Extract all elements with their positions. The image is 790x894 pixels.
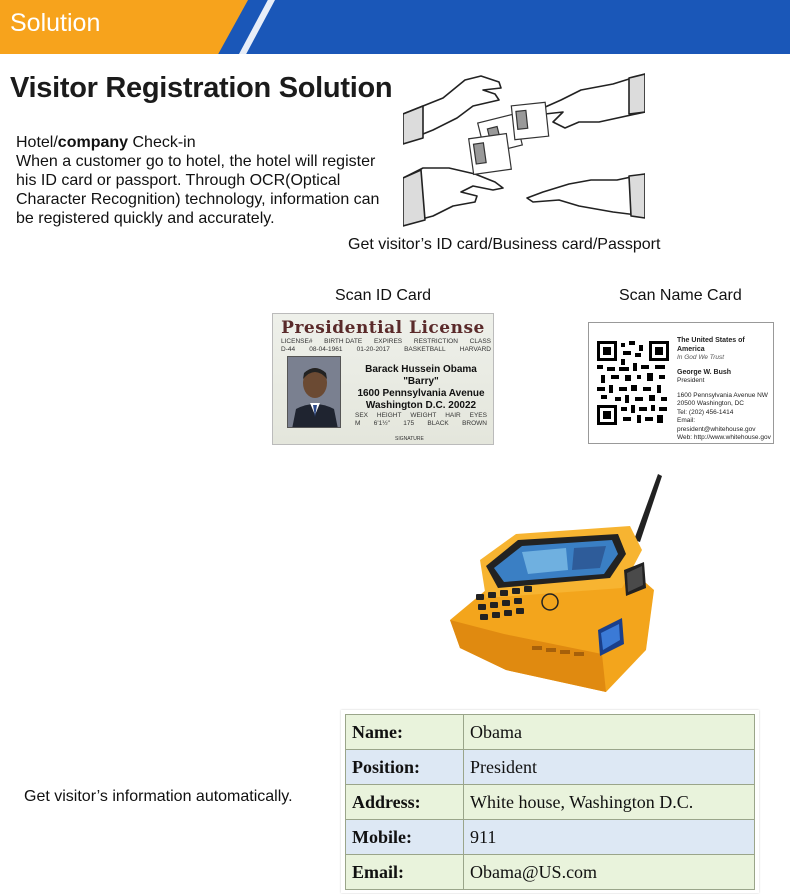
business-card-image [588, 322, 774, 444]
caption-scan-name: Scan Name Card [619, 287, 742, 304]
id-field-label: HAIR [445, 412, 461, 419]
desc-heading-part3: Check-in [128, 134, 196, 151]
hands-exchanging-cards-illustration [403, 56, 645, 234]
banner-stripe [239, 0, 275, 54]
id-card-image [272, 313, 494, 445]
card-org: The United States of America [677, 337, 745, 353]
card-addr1: 1600 Pennsylvania Avenue NW [677, 391, 768, 399]
id-card-values-row2 [355, 420, 487, 427]
table-key: Mobile: [346, 820, 464, 855]
caption-get-card: Get visitor’s ID card/Business card/Passport [348, 236, 661, 253]
id-field-label: LICENSE# [281, 338, 313, 345]
id-card-address1: 1600 Pennsylvania Avenue [357, 388, 485, 399]
id-field-label: SEX [355, 412, 369, 419]
business-card-text [677, 337, 773, 443]
table-key: Email: [346, 855, 464, 890]
id-field-value: BASKETBALL [404, 346, 446, 353]
card-email: Email: president@whitehouse.gov [677, 417, 756, 433]
id-field-value: 175 [403, 420, 415, 427]
table-row [346, 750, 755, 785]
id-card-fields-row2 [355, 412, 487, 419]
caption-auto-info: Get visitor’s information automatically. [24, 788, 293, 805]
table-key: Address: [346, 785, 464, 820]
card-role: President [677, 377, 705, 384]
id-field-label: RESTRICTION [413, 338, 458, 345]
id-field-label: CLASS [469, 338, 491, 345]
visitor-info-table [345, 714, 755, 890]
id-card-values-row1 [281, 346, 491, 353]
table-value: Obama [464, 715, 755, 750]
id-field-value: HARVARD [459, 346, 491, 353]
pos-terminal-device-image [446, 470, 666, 692]
solution-banner [0, 0, 790, 54]
table-row [346, 855, 755, 890]
id-field-label: HEIGHT [376, 412, 402, 419]
table-row [346, 715, 755, 750]
card-motto: In God We Trust [677, 354, 725, 361]
id-card-photo [287, 356, 341, 428]
id-card-signature-label: SIGNATURE [395, 436, 424, 442]
table-value: Obama@US.com [464, 855, 755, 890]
id-field-label: EXPIRES [373, 338, 403, 345]
id-field-value: D-44 [281, 346, 296, 353]
id-card-name-block [353, 364, 489, 412]
id-card-nickname: "Barry" [403, 376, 439, 387]
page-title: Visitor Registration Solution [10, 72, 393, 104]
description-block [16, 133, 396, 228]
table-key: Name: [346, 715, 464, 750]
desc-heading-part2: company [57, 134, 129, 151]
card-person: George W. Bush [677, 368, 732, 376]
id-field-label: EYES [469, 412, 487, 419]
id-field-value: M [355, 420, 361, 427]
id-field-value: BLACK [427, 420, 449, 427]
id-field-value: BROWN [462, 420, 487, 427]
qr-code-icon [597, 341, 669, 425]
table-row [346, 820, 755, 855]
id-field-value: 01-20-2017 [356, 346, 390, 353]
desc-body: When a customer go to hotel, the hotel will register his ID card or passport. Through OCR(Optical Character Recognition) technology, information can be registered quickly and accurately. [16, 153, 380, 227]
card-web: Web: http://www.whitehouse.gov [677, 434, 771, 441]
table-value: White house, Washington D.C. [464, 785, 755, 820]
table-row [346, 785, 755, 820]
desc-heading-part1: Hotel/ [16, 134, 58, 151]
id-card-header: Presidential License [281, 318, 485, 338]
id-field-label: WEIGHT [410, 412, 437, 419]
table-key: Position: [346, 750, 464, 785]
caption-scan-id: Scan ID Card [335, 287, 432, 304]
table-value: 911 [464, 820, 755, 855]
card-addr2: 20500 Washington, DC [677, 400, 744, 407]
id-field-value: 6'1½" [373, 420, 390, 427]
id-field-label: BIRTH DATE [324, 338, 363, 345]
id-card-address2: Washington D.C. 20022 [365, 400, 477, 411]
id-card-name: Barack Hussein Obama [365, 364, 477, 375]
id-field-value: 08-04-1961 [309, 346, 343, 353]
card-tel: Tel: (202) 456-1414 [677, 408, 734, 416]
banner-title: Solution [10, 9, 101, 37]
table-value: President [464, 750, 755, 785]
id-card-fields-row1 [281, 338, 491, 345]
